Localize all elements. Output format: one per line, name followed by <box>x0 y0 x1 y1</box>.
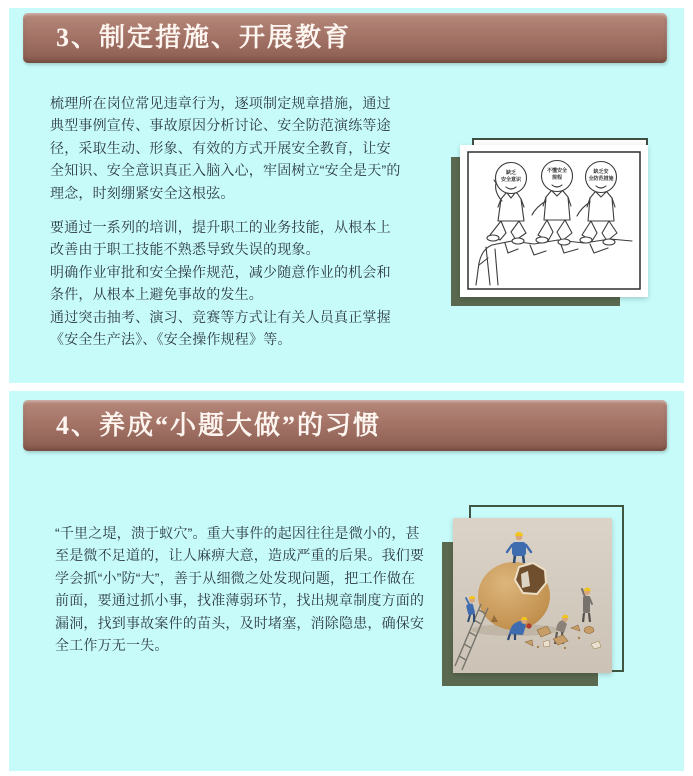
head-label-3-line1: 缺乏安 <box>593 169 609 175</box>
cliff-cartoon-svg <box>460 145 648 297</box>
head-label-1-line1: 缺乏 <box>505 170 517 176</box>
paragraph: 要通过一系列的培训，提升职工的业务技能，从根本上改善由于职工技能不熟悉导致失误的现象。 <box>50 219 391 258</box>
eggshell-photo-svg <box>453 518 612 673</box>
head-label-2-line1: 不懂安全 <box>546 168 568 174</box>
section-4-card <box>9 391 684 771</box>
head-label-1-line2: 安全意识 <box>500 177 522 183</box>
eggshell-photo <box>453 518 612 673</box>
section-4-header-bar <box>23 400 667 451</box>
paragraph: 明确作业审批和安全操作规范，减少随意作业的机会和条件，从根本上避免事故的发生。 <box>50 263 391 303</box>
paragraph: 通过突击抽考、演习、竞赛等方式让有关人员真正掌握《安全生产法》、《安全操作规程》等。 <box>50 308 391 348</box>
cartoon-illustration <box>460 145 648 297</box>
broken-eggshell <box>478 562 550 630</box>
head-label-3-line2: 全防范措施 <box>588 176 614 182</box>
section-4-text <box>55 522 427 656</box>
paragraph: 梳理所在岗位常见违章行为，逐项制定规章措施，通过典型事例宣传、事故原因分析讨论、安全防范演练等途径，采取生动、形象、有效的方式开展安全教育，让安全知识、安全意识真正入脑入心，牢固树立“安全是天”的理念，时刻绷紧安全这根弦。 <box>50 95 401 201</box>
section-4-title: 4、养成“小题大做”的习惯 <box>56 411 382 440</box>
section-3-header-bar <box>23 13 667 63</box>
paragraph: “千里之堤，溃于蚁穴”。重大事件的起因往往是微小的，甚至是微不足道的，让人麻痹大意，造成严重的后果。我们要学会抓“小”防“大”，善于从细微之处发现问题，把工作做在前面，要通过抓小事，找准薄弱环节，找出规章制度方面的漏洞，找到事故案件的苗头，及时堵塞，消除隐患，确保安全工作万无一失。 <box>55 525 425 654</box>
head-label-2-line2: 规程 <box>551 175 563 181</box>
section-3-card <box>9 8 684 383</box>
section-3-title: 3、制定措施、开展教育 <box>56 23 352 52</box>
section-3-text <box>50 92 402 350</box>
